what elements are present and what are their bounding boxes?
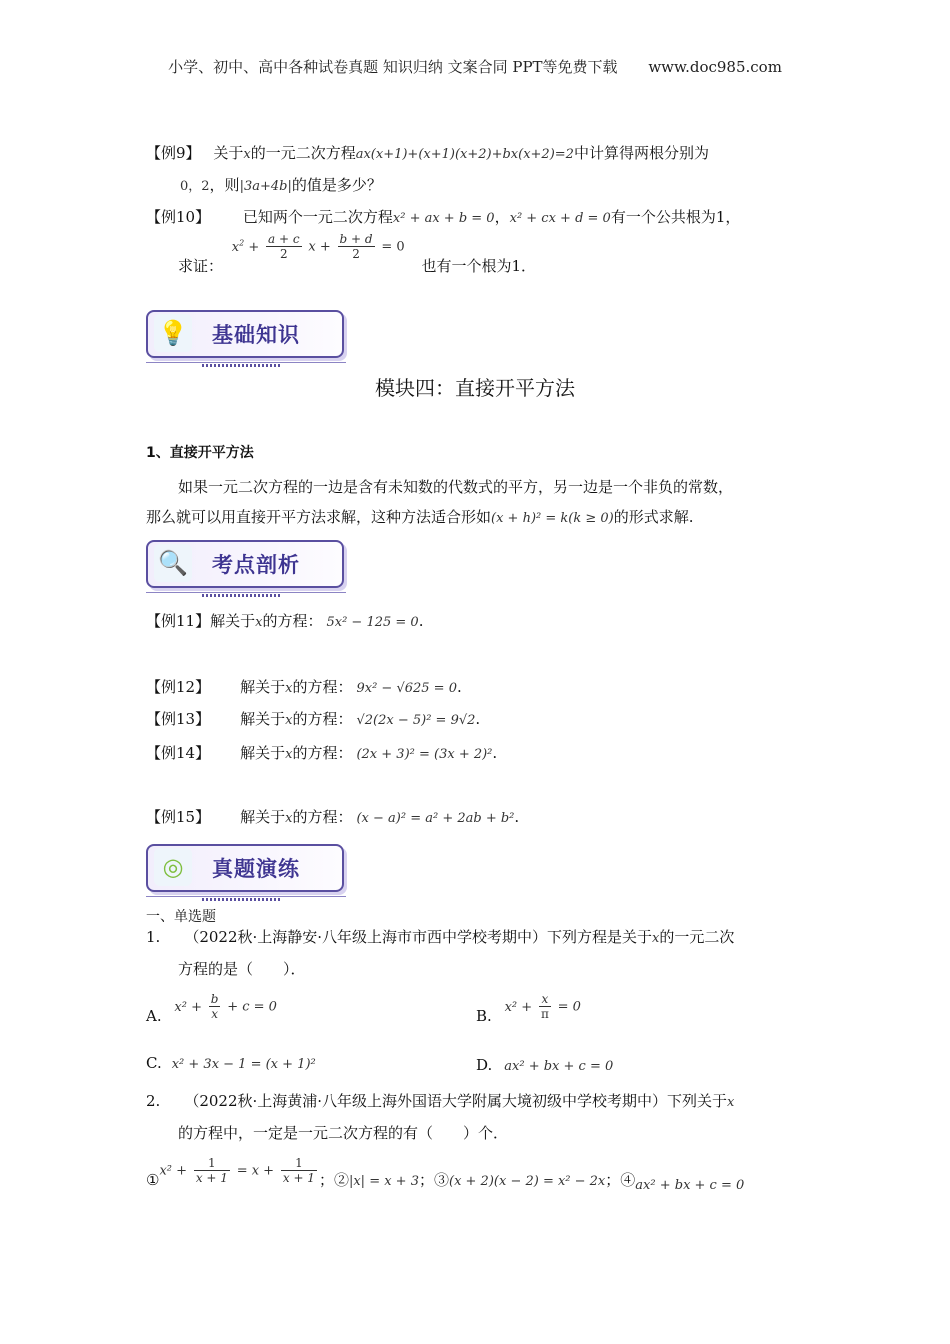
example-10-line-1: 【例10】 已知两个一元二次方程x² + ax + b = 0，x² + cx + d = 0有一个公共根为1， (146, 208, 741, 226)
question-1-line-2: 方程的是（ ）． (178, 960, 306, 978)
section-heading: 1、直接开平方法 (146, 445, 254, 461)
header-url[interactable]: www.doc985.com (648, 58, 782, 76)
fraction-a-plus-c: $\frac{a + c}{2}$ (268, 232, 300, 261)
badge-analysis: 🔍 考点剖析 (146, 540, 346, 598)
question-2-line-2: 的方程中，一定是一元二次方程的有（ ）个． (178, 1124, 509, 1142)
section-paragraph-1: 如果一元二次方程的一边是含有未知数的代数式的平方，另一边是一个非负的常数， (178, 478, 734, 496)
header-text: 小学、初中、高中各种试卷真题 知识归纳 文案合同 PPT等免费下载 (168, 58, 618, 76)
badge-basic-knowledge: 💡 基础知识 (146, 310, 346, 368)
question-2-line-1: 2. （2022秋·上海黄浦·八年级上海外国语大学附属大境初级中学校考期中）下列关于x (146, 1092, 735, 1110)
example-10-label: 【例10】 (146, 208, 211, 226)
example-9-equation: ax(x+1)+(x+1)(x+2)+bx(x+2)=2 (355, 147, 574, 162)
example-9-expression: |3a+4b| (239, 179, 292, 194)
example-13: 【例13】 解关于x的方程： √2(2x − 5)² = 9√2. (146, 710, 481, 728)
example-14: 【例14】 解关于x的方程： (2x + 3)² = (3x + 2)². (146, 744, 498, 762)
example-9-line-2: 0，2，则|3a+4b|的值是多少？ (180, 176, 382, 194)
q1-option-c[interactable]: C. x² + 3x − 1 = (x + 1)² (146, 1054, 316, 1072)
q1-option-b[interactable]: B. x² + $\frac{x}{\pi}$ = 0 (476, 992, 581, 1025)
quiz-section-title: 一、单选题 (146, 909, 216, 925)
standard-form-equation: (x + h)² = k(k ≥ 0) (491, 511, 614, 526)
example-11: 【例11】解关于x的方程： 5x² − 125 = 0. (146, 612, 424, 630)
question-1-line-1: 1. （2022秋·上海静安·八年级上海市市西中学校考期中）下列方程是关于x的一元二次 (146, 928, 735, 946)
example-9-label: 【例9】 (146, 144, 201, 162)
page-header (0, 56, 950, 77)
q1-option-d[interactable]: D. ax² + bx + c = 0 (476, 1056, 614, 1074)
badge-practice: ◎ 真题演练 (146, 844, 346, 902)
example-15: 【例15】 解关于x的方程： (x − a)² = a² + 2ab + b². (146, 808, 520, 826)
lightbulb-book-icon: 💡 (154, 314, 192, 352)
example-9-line-1: 【例9】 关于x的一元二次方程ax(x+1)+(x+1)(x+2)+bx(x+2)=2中计算得两根分别为 (146, 144, 709, 162)
question-2-options: ①x² + $\frac{1}{x + 1}$ = x + $\frac{1}{x + 1}$ ；②|x| = x + 3；③(x + 2)(x − 2) = x² − 2x；④ax² + bx + c = 0 (146, 1156, 745, 1193)
fraction-b-plus-d: $\frac{b + d}{2}$ (339, 232, 373, 261)
section-paragraph-2: 那么就可以用直接开平方法求解，这种方法适合形如(x + h)² = k(k ≥ 0)的形式求解. (146, 508, 694, 526)
target-icon: ◎ (154, 848, 192, 886)
magnifier-icon: 🔍 (154, 544, 192, 582)
module-title: 模块四：直接开平方法 (375, 376, 575, 400)
example-12: 【例12】 解关于x的方程： 9x² − √625 = 0. (146, 678, 462, 696)
example-10-line-2: 求证： $x^2$ + $\frac{a + c}{2}$ x + $\frac{b + d}{2}$ = 0 也有一个根为1． (178, 232, 536, 275)
q1-option-a[interactable]: A. x² + $\frac{b}{x}$ + c = 0 (146, 992, 277, 1025)
